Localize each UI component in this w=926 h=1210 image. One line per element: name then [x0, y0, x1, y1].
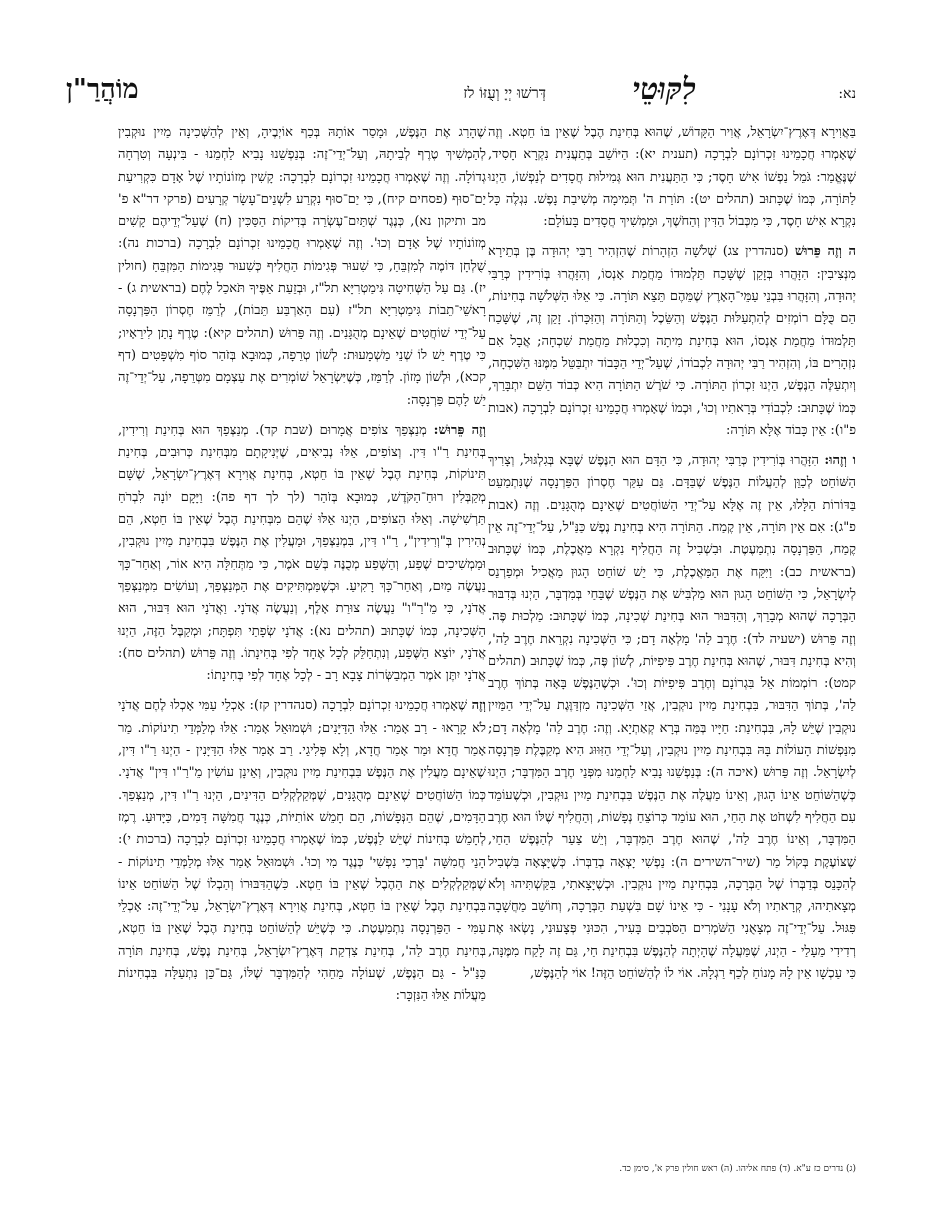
folio-number: נא:: [838, 86, 856, 102]
book-title-left: מוֹהֲרַ"ן: [66, 74, 139, 105]
paragraph-lead: ה וְזֶה פֵּרוּשׁ: [794, 244, 857, 260]
paragraph-text: שֶׁאָמְרוּ חֲכָמֵינוּ זִכְרוֹנָם לִבְרָכָה (סנהדרין קז): אָכְלֵי עַמִּי אָכְלוּ לֶחֶם אֲדֹנָי לֹא קָרָאוּ - רַב אָמַר: אֵלּוּ הַדַּיָּנִים; וּשְׁמוּאֵל אָמַר: אֵלּוּ מְלַמְּדֵי תִינוֹקוֹת. מַר אָמַר חֲדָא וּמַר אָמַר חֲדָא, וְלָא פְּלִיגֵי. רַב אָמַר אֵלּוּ הַדַּיָּנִין - הַיְנוּ רַ"ו דִּין, שֶׁאֵינָם מַעֲלִין אֶת הַנֶּפֶשׁ בִּבְחִינַת מַיִין נוּקְבִין, וְאֵינָן עוֹשִׂין מֵ"רַ"ו דִּין" אֲדֹנָי. כְּמוֹ הַשּׁוֹחֲטִים שֶׁאֵינָם מְהֻגָּנִים, שֶׁמְּקַלְקְלִים הַדִּינִים, הַיְנוּ רַ"ו דִּין, מְנַצְּפַךְ. הַדָּמִים, שֶׁהֵם הַנְּפָשׁוֹת, הֵם חָמֵשׁ אוֹתִיּוֹת, כְּנֶגֶד חֲמִשָּׁה דָּמִים, כַּיָּדוּעַ. רֶמֶז לְחָמֵשׁ בְּחִינוֹת שֶׁיֵּשׁ לַנֶּפֶשׁ, כְּמוֹ שֶׁאָמְרוּ חֲכָמֵינוּ זִכְרוֹנָם לִבְרָכָה (ברכות י): הָנֵי חֲמִשָּׁה 'בָּרְכִי נַפְשִׁי' כְּנֶגֶד מִי וְכוּ'. וּשְׁמוּאֵל אָמַר אֵלּוּ מְלַמְּדֵי תִינוֹקוֹת - שֶׁמְּקַלְקְלִים אֶת הַהֶבֶל שֶׁאֵין בּוֹ חֵטְא. כִּשֶׁהַדִּבּוּרוֹ וְהַבְלוֹ שֶׁל הַשּׁוֹחֵט אֵינוֹ בִּבְחִינַת הֶבֶל שֶׁאֵין בּוֹ חֵטְא, בְּחִינַת אֲוִירָא דְּאֶרֶץ־יִשְׂרָאֵל, עַל־יְדֵי־זֶה: אָכְלֵי עַמִּי - הַפַּרְנָסָה נִתְמַעֶטֶת. כִּי כְּשֶׁיֵּשׁ לְהַשּׁוֹחֵט בְּחִינַת הֶבֶל שֶׁאֵין בּוֹ חֵטְא, בְּחִינַת חֶרֶב לַה', בְּחִינַת צִדְקַת דְּאֶרֶץ־יִשְׂרָאֵל, בְּחִינַת נֶפֶשׁ, בְּחִינַת תּוֹרָה כַּנַּ"ל - גַּם הַנֶּפֶשׁ, שֶׁעוֹלָה מֵחֵהִי לְהַמִּדְבָּר שֶׁלּוֹ, גַּם־כֵּן נִתְעַלָּה בִּבְחִינוֹת מַעֲלוֹת אֵלּוּ הַנִּזְכָּר:: [118, 698, 486, 1004]
left-column: [118, 122, 486, 1016]
page-header: [66, 72, 856, 116]
paragraph-lead: וְזֶה פֵּרוּשׁ:: [433, 422, 486, 438]
paragraph: בַּאֲוִירָא דְּאֶרֶץ־יִשְׂרָאֵל, אֲוִיר הַקָּדוֹשׁ, שֶׁהוּא בְּחִינַת הֶבֶל שֶׁאֵין בּוֹ חֵטְא. וְזֶה שֶׁאָמְרוּ חֲכָמֵינוּ זִכְרוֹנָם לִבְרָכָה (תענית יא): הַיּוֹשֵׁב בְּתַעֲנִית נִקְרָא חָסִיד, שֶׁנֶּאֱמַר: גֹּמֵל נַפְשׁוֹ אִישׁ חָסֶד; כִּי הַתַּעֲנִית הוּא גְּמִילוּת חֲסָדִים לְנַפְשׁוֹ, הַיְנוּ לַתּוֹרָה, כְּמוֹ שֶׁכָּתוּב (תהלים יט): תּוֹרַת ה' תְּמִימָה מְשִׁיבַת נָפֶשׁ. נִגְלֶה כָּל נִקְרָא אִישׁ חָסֶד, כִּי מִכְּבוֹל הַדִּין וְהַחֹשֶׁךְ, וּמַמְשִׁיךְ חֲסָדִים בָּעוֹלָם:: [488, 125, 856, 230]
paragraph-lead: ו וְזֶהוּ:: [824, 453, 856, 469]
paragraph: שֶׁהָרַג אֶת הַנֶּפֶשׁ, וּמָסַר אוֹתָהּ בְּכַף אוֹיְבֶיהָ, וְאֵין לְהַשְּׁכִינָה מַיִין נוּקְבִין לְהַמְשִׁיךְ טֶרֶף לְבֵיתָהּ, וְעַל־יְדֵי־זֶה: בְּנַפְשֵׁנוּ נָבִיא לַחְמֵנוּ - בִּינְעָה וְטִרְחָה גְדוֹלָה. וְזֶה שֶׁאָמְרוּ חֲכָמֵינוּ זִכְרוֹנָם לִבְרָכָה: קָשִׁין מְזוֹנוֹתָיו שֶׁל אָדָם כִּקְרִיעַת יַם־סוּף (פסחים קיח), כִּי יַם־סוּף נִקְרַע לִשְׁנֵים־עָשָׂר קְרָעִים (פרקי דר"א פ' מב ותיקון נא), כְּנֶגֶד שְׁתַּיִם־עֶשְׂרֵה בְּדִיקוֹת הַסַּכִּין (ח) שֶׁעַל־יְדֵיהֶם קָשִׁים מְזוֹנוֹתָיו שֶׁל אָדָם וְכוּ'. וְזֶה שֶׁאָמְרוּ חֲכָמֵינוּ זִכְרוֹנָם לִבְרָכָה (ברכות נה): שֻׁלְחָן דּוֹמֶה לְמִזְבֵּחַ, כִּי שִׁעוּר פְּגִימוֹת הַחֲלִיף כְּשִׁעוּר פְּגִימוֹת הַמִּזְבֵּחַ (חולין יז). גַּם עַל הַשְּׁחִיטָה גִּימַטְרִיָּא תל"ז, וּבְזֵעַת אַפֶּיךָ תֹּאכַל לֶחֶם (בראשית ג) - רָאשֵׁי־תֵבוֹת גִּימַטְרִיָּא תל"ז (עִם הָאַרְבַּע תֵּבוֹת), לְרַמֵּז חֶסְרוֹן הַפַּרְנָסָה עַל־יְדֵי שׁוֹחֲטִים שֶׁאֵינָם מְהֻגָּנִים. וְזֶה פֵּרוּשׁ (תהלים קיא): טֶרֶף נָתַן לִירֵאָיו; כִּי טֶרֶף יֵשׁ לוֹ שְׁנֵי מַשְׁמָעוּת: לְשׁוֹן טְרֵפָה, כְּמוּבָא בְּזֹהַר סוֹף מִשְׁפָּטִים (דף קכא), וּלְשׁוֹן מָזוֹן. לְרַמֵּז, כְּשֶׁיִּשְׂרָאֵל שׁוֹמְרִים אֶת עַצְמָם מִטְּרֵפָה, עַל־יְדֵי־זֶה יֵשׁ לָהֶם פַּרְנָסָה:: [118, 125, 486, 408]
paragraph-text: (סנהדרין צג) שְׁלֹשָׁה הַזְהָרוֹת שֶׁהִזְהִיר רַבִּי יְהוּדָה בֶּן בְּתֵירָא מִנְּצִיבִין: הִזָּהֲרוּ בְּזָקֵן שֶׁשָּׁכַח תַּלְמוּדוֹ מֵחֲמַת אָנְסוֹ, וְהִזָּהֲרוּ בְּוֹרִידִין כְּרַבִּי יְהוּדָה, וְהִזָּהֲרוּ בִּבְנֵי עַמֵּי־הָאָרֶץ שֶׁמֵּהֶם תֵּצֵא תּוֹרָה. כִּי אֵלּוּ הַשְּׁלֹשָׁה בְּחִינוֹת, הֵם כֻּלָּם רוֹמְזִים לְהִתְעַלּוּת הַנֶּפֶשׁ וְהַשֵּׂכֶל וְהַתּוֹרָה וְהַזִּכָּרוֹן. זָקֵן זֶה, שֶׁשָּׁכַח תַּלְמוּדוֹ מֵחֲמַת אָנְסוֹ, הוּא בְּחִינַת מִיתָה וְכִכְלוּת מֵחֲמַת שִׁכְחָה; אֲבָל אִם נִזְהָרִים בּוֹ, וְהִזְהִיר רַבִּי יְהוּדָה לִכְבוֹדוֹ, שֶׁעַל־יְדֵי הַכָּבוֹד יִתְבַּטֵּל מִמֶּנּוּ הַשִּׁכְחָה, וְיִתְעַלֶּה הַנֶּפֶשׁ, הַיְנוּ זִכְרוֹן הַתּוֹרָה. כִּי שֹׁרֶשׁ הַתּוֹרָה הִיא כְּבוֹד הַשֵּׁם יִתְבָּרַךְ, כְּמוֹ שֶׁכָּתוּב: לִכְבוֹדִי בְּרָאתִיו וְכוּ', וּכְמוֹ שֶׁאָמְרוּ חֲכָמֵינוּ זִכְרוֹנָם לִבְרָכָה (אבות פ"ו): אֵין כָּבוֹד אֶלָּא תּוֹרָה:: [488, 244, 856, 438]
paragraph-text: מְנַצְּפַךְ צוֹפִים אֲמָרוּם (שבת קד). מְנַצְּפַךְ הוּא בְּחִינַת וְרִידִין, בְּחִינַת רַ"ו דִּין. וְצוֹפִים, אֵלּוּ נְבִיאִים, שֶׁיְּנִיקָתָם מִבְּחִינַת כְּרוּבִים, בְּחִינַת תִּינוֹקוֹת, בְּחִינַת הֶבֶל שֶׁאֵין בּוֹ חֵטְא, בְּחִינַת אֲוִירָא דְּאֶרֶץ־יִשְׂרָאֵל, שֶׁשָּׁם מְקַבְּלִין רוּחַ־הַקֹּדֶשׁ, כְּמוּבָא בְּזֹהַר (לך לך דף פה): וַיָּקָם יוֹנָה לִבְרֹחַ תַּרְשִׁישָׁה. וְאֵלּוּ הַצּוֹפִים, הַיְנוּ אֵלּוּ שֶׁהֵם מִבְּחִינַת הֶבֶל שֶׁאֵין בּוֹ חֵטְא, הֵם נְהִירִין בְּ"וְרִידִין", רַ"ו דִּין, בִּמְנַצְּפַךְ, וּמַעֲלִין אֶת הַנֶּפֶשׁ בִּבְחִינַת מַיִין נוּקְבִין, וּמַמְשִׁיכִים שֶׁפַע, וְהַשֶּׁפַע מְכֻנֶּה בְּשֵׁם אֹמֶר, כִּי מִתְּחִלָּה הִיא אוֹר, וְאַחַר־כָּךְ נַעֲשֶׂה מַיִם, וְאַחַר־כָּךְ רָקִיעַ. וּכְשֶׁמַּמְתִּיקִים אֶת הַמְּנַצְּפַךְ, וְעוֹשִׂים מִמְּנַצְּפַךְ אֲדֹנָי, כִּי מֵ"רַ"ו" נַעֲשֶׂה צוּרַת אָלֶף, וְנַעֲשֶׂה אֲדֹנָי. וַאֲדֹנָי הוּא דִּבּוּר, הוּא הַשְּׁכִינָה, כְּמוֹ שֶׁכָּתוּב (תהלים נא): אֲדֹנָי שְׂפָתַי תִּפְתָּח; וּמְקַבֶּל הַזֶּה, הַיְנוּ אֲדֹנָי, יוֹצֵא הַשֶּׁפַע, וְנִתְחַלֵּק לְכָל אֶחָד לְפִי בְּחִינָתוֹ. וְזֶה פֵּרוּשׁ (תהלים סח): אֲדֹנָי יִתֶּן אֹמֶר הַמְבַשְּׂרוֹת צָבָא רָב - לְכָל אֶחָד לְפִי בְּחִינָתוֹ:: [118, 422, 486, 684]
paragraph: [488, 241, 856, 442]
running-subtitle: דְּרשׁוּ יְיָ וְעֻזּוֹ לז: [463, 84, 546, 102]
paragraph-lead: וְזֶה: [471, 698, 486, 714]
footnote: (ג) נדרים כז ע"א. (ד) פתח אליהו. (ה) ראש חולין פרק א', סימן כד.: [619, 1164, 856, 1174]
paragraph: [118, 420, 486, 688]
right-column: [488, 122, 856, 993]
paragraph: [118, 695, 486, 1007]
paragraph-text: הִזָּהֲרוּ בְּוֹרִידִין כְּרַבִּי יְהוּדָה, כִּי הַדָּם הוּא הַנֶּפֶשׁ שֶׁבָּא בְּגִלְגּוּל, וְצָרִיךְ הַשּׁוֹחֵט לְכַוֵּן לְהַעֲלוֹת הַנֶּפֶשׁ שֶׁבַּדָּם. גַּם עִקַּר חֶסְרוֹן הַפַּרְנָסָה שֶׁנִּתְמַעֵט בַּדּוֹרוֹת הַלָּלוּ, אֵין זֶה אֶלָּא עַל־יְדֵי הַשּׁוֹחֲטִים שֶׁאֵינָם מְהֻגָּנִים. וְזֶה (אבות פ"ג): אִם אֵין תּוֹרָה, אֵין קֶמַח. הַתּוֹרָה הִיא בְּחִינַת נֶפֶשׁ כַּנַּ"ל, עַל־יְדֵי־זֶה אֵין קֶמַח, הַפַּרְנָסָה נִתְמַעֶטֶת. וּבִשְׁבִיל זֶה הַחֲלִיף נִקְרָא מַאֲכֶלֶת, כְּמוֹ שֶׁכָּתוּב (בראשית כב): וַיִּקַּח אֶת הַמַּאֲכֶלֶת, כִּי יֵשׁ שׁוֹחֵט הָגוּן מַאֲכִיל וּמְפַרְנֵס לְיִשְׂרָאֵל, כִּי הַשּׁוֹחֵט הָגוּן הוּא מַלְבִּישׁ אֶת הַנֶּפֶשׁ שֶׁבַּחַי בְּמִדְבָּר, הַיְנוּ בְּדִבּוּר הַבְּרָכָה שֶׁהוּא מְבָרֵךְ, וְהַדִּבּוּר הוּא בְּחִינַת שְׁכִינָה, כְּמוֹ שֶׁכָּתוּב: מַלְכוּת פֶּה. וְזֶה פֵּרוּשׁ (ישעיה לד): חֶרֶב לַה' מָלְאָה דָם; כִּי הַשְּׁכִינָה נִקְרֵאת חֶרֶב לַה', וְהִיא בְּחִינַת דִּבּוּר, שֶׁהוּא בְּחִינַת חֶרֶב פִּיפִיּוֹת, לְשׁוֹן פֶּה, כְּמוֹ שֶׁכָּתוּב (תהלים קמט): רוֹמְמוֹת אֵל בִּגְרוֹנָם וְחֶרֶב פִּיפִיּוֹת וְכוּ'. וּכְשֶׁהַנֶּפֶשׁ בָּאָה בְּתוֹךְ חֶרֶב לַה', בְּתוֹךְ הַדִּבּוּר, בִּבְחִינַת מַיִין נוּקְבִין, אֲזַי הַשְּׁכִינָה מִזְדַּוֶּגֶת עַל־יְדֵי הַמַּיִין נוּקְבִין שֶׁיֵּשׁ לָהּ, בִּבְחִינַת: חַיָּיו בְּמַּה בְּרָא קְאַתְיָא. וְזֶה: חֶרֶב לַה' מָלְאָה דָם; מִנַּפְשׁוֹת הָעוֹלוֹת בָּהּ בִּבְחִינַת מַיִין נוּקְבִין, וְעַל־יְדֵי הַזִּוּוּג הִיא מְקַבֶּלֶת פַּרְנָסָה לְיִשְׂרָאֵל. וְזֶה פֵּרוּשׁ (איכה ה): בְּנַפְשֵׁנוּ נָבִיא לַחְמֵנוּ מִפְּנֵי חֶרֶב הַמִּדְבָּר; הַיְנוּ כְּשֶׁהַשּׁוֹחֵט אֵינוֹ הָגוּן, וְאֵינוֹ מַעֲלֶה אֶת הַנֶּפֶשׁ בִּבְחִינַת מַיִין נוּקְבִין, וּכְשֶׁעוֹמֵד עִם הַחֲלִיף לִשְׁחֹט אֶת הַחַי, הוּא עוֹמֵד כְּרוֹצֵחַ נְפָשׁוֹת, וְהַחֲלִיף שֶׁלּוֹ הוּא חֶרֶב הַמִּדְבָּר, וְאֵינוֹ חֶרֶב לַה', שֶׁהוּא חֶרֶב הַמִּדְבָּר, וְיֵשׁ צַעַר לְהַנֶּפֶשׁ הַחַי, שֶׁצּוֹעֶקֶת בְּקוֹל מַר (שיר־השירים ה): נַפְשִׁי יָצְאָה בְדַבְּרוֹ. כְּשֶׁיָּצְאָה בִּשְׁבִיל לְהִכָּנֵס בְּדַבְּרוֹ שֶׁל הַבְּרָכָה, בִּבְחִינַת מַיִין נוּקְבִין. וּכְשֶׁיָּצָאתִי, בִּקַּשְׁתִּיהוּ וְלֹא מְצָאתִיהוּ, קְרָאתִיו וְלֹא עָנָנִי - כִּי אֵינוֹ שָׁם בִּשְׁעַת הַבְּרָכָה, וְחוֹשֵׁב מַחֲשָׁבָה פִּגּוּל. עַל־יְדֵי־זֶה מְצָאֻנִי הַשֹּׁמְרִים הַסֹּבְבִים בָּעִיר, הִכּוּנִי פְּצָעוּנִי, נָשְׂאוּ אֶת רְדִידִי מֵעָלַי - הַיְנוּ, שֶׁמַּעֲלָה שֶׁהָיְתָה לְהַנֶּפֶשׁ בִּבְחִינַת חַי, גַּם זֶה לָקַח מִמֶּנָּה, כִּי עַכְשָׁו אֵין לָהּ מָנוֹחַ לְכַף רַגְלָהּ. אוֹי לוֹ לְהַשּׁוֹחֵט הַזֶּה! אוֹי לְהַנֶּפֶשׁ,: [488, 453, 856, 981]
paragraph: [488, 450, 856, 985]
book-title-right: לִקּוּטֵי: [632, 72, 696, 107]
